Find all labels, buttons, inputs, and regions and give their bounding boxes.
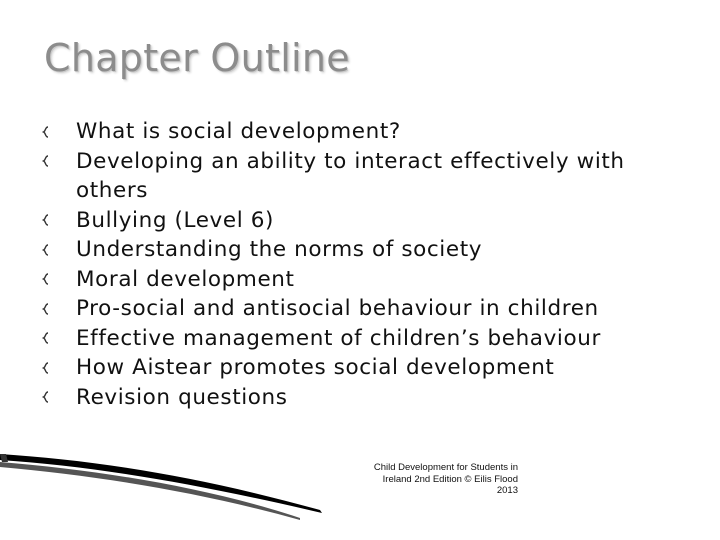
outline-item-label: Understanding the norms of society xyxy=(76,237,483,262)
footer-credit xyxy=(328,462,518,497)
curly-bracket-bullet-icon xyxy=(42,206,56,236)
outline-item xyxy=(42,294,692,324)
outline-item-label: How Aistear promotes social development xyxy=(76,355,555,380)
curly-bracket-bullet-icon xyxy=(42,294,56,324)
outline-item xyxy=(42,117,692,147)
curly-bracket-bullet-icon xyxy=(42,117,56,147)
outline-item-label: Bullying (Level 6) xyxy=(76,207,274,233)
outline-item xyxy=(42,147,692,206)
outline-item xyxy=(42,235,692,265)
chapter-outline-list xyxy=(42,117,692,412)
outline-item-label: Moral development xyxy=(76,266,295,292)
outline-item-label: Effective management of children’s behaviour xyxy=(76,325,601,351)
curly-bracket-bullet-icon xyxy=(42,235,56,265)
outline-item-label: Developing an ability to interact effectively with others xyxy=(76,148,625,203)
curly-bracket-bullet-icon xyxy=(42,265,56,295)
curly-bracket-bullet-icon xyxy=(42,147,56,177)
footer-line: Ireland 2nd Edition © Eilis Flood xyxy=(382,473,518,485)
curly-bracket-bullet-icon xyxy=(42,353,56,383)
outline-item xyxy=(42,324,692,354)
curly-bracket-bullet-icon xyxy=(42,324,56,354)
outline-item xyxy=(42,206,692,236)
footer-line: Child Development for Students in xyxy=(373,462,518,473)
outline-item xyxy=(42,265,692,295)
outline-item-label: Revision questions xyxy=(76,384,288,410)
outline-item xyxy=(42,383,692,413)
outline-item-label: Pro-social and antisocial behaviour in children xyxy=(76,296,599,321)
outline-item-label: What is social development? xyxy=(76,119,401,144)
slide-title: Chapter Outline xyxy=(44,36,350,80)
curly-bracket-bullet-icon xyxy=(42,383,56,413)
footer-line: 2013 xyxy=(496,485,518,496)
outline-item xyxy=(42,353,692,383)
